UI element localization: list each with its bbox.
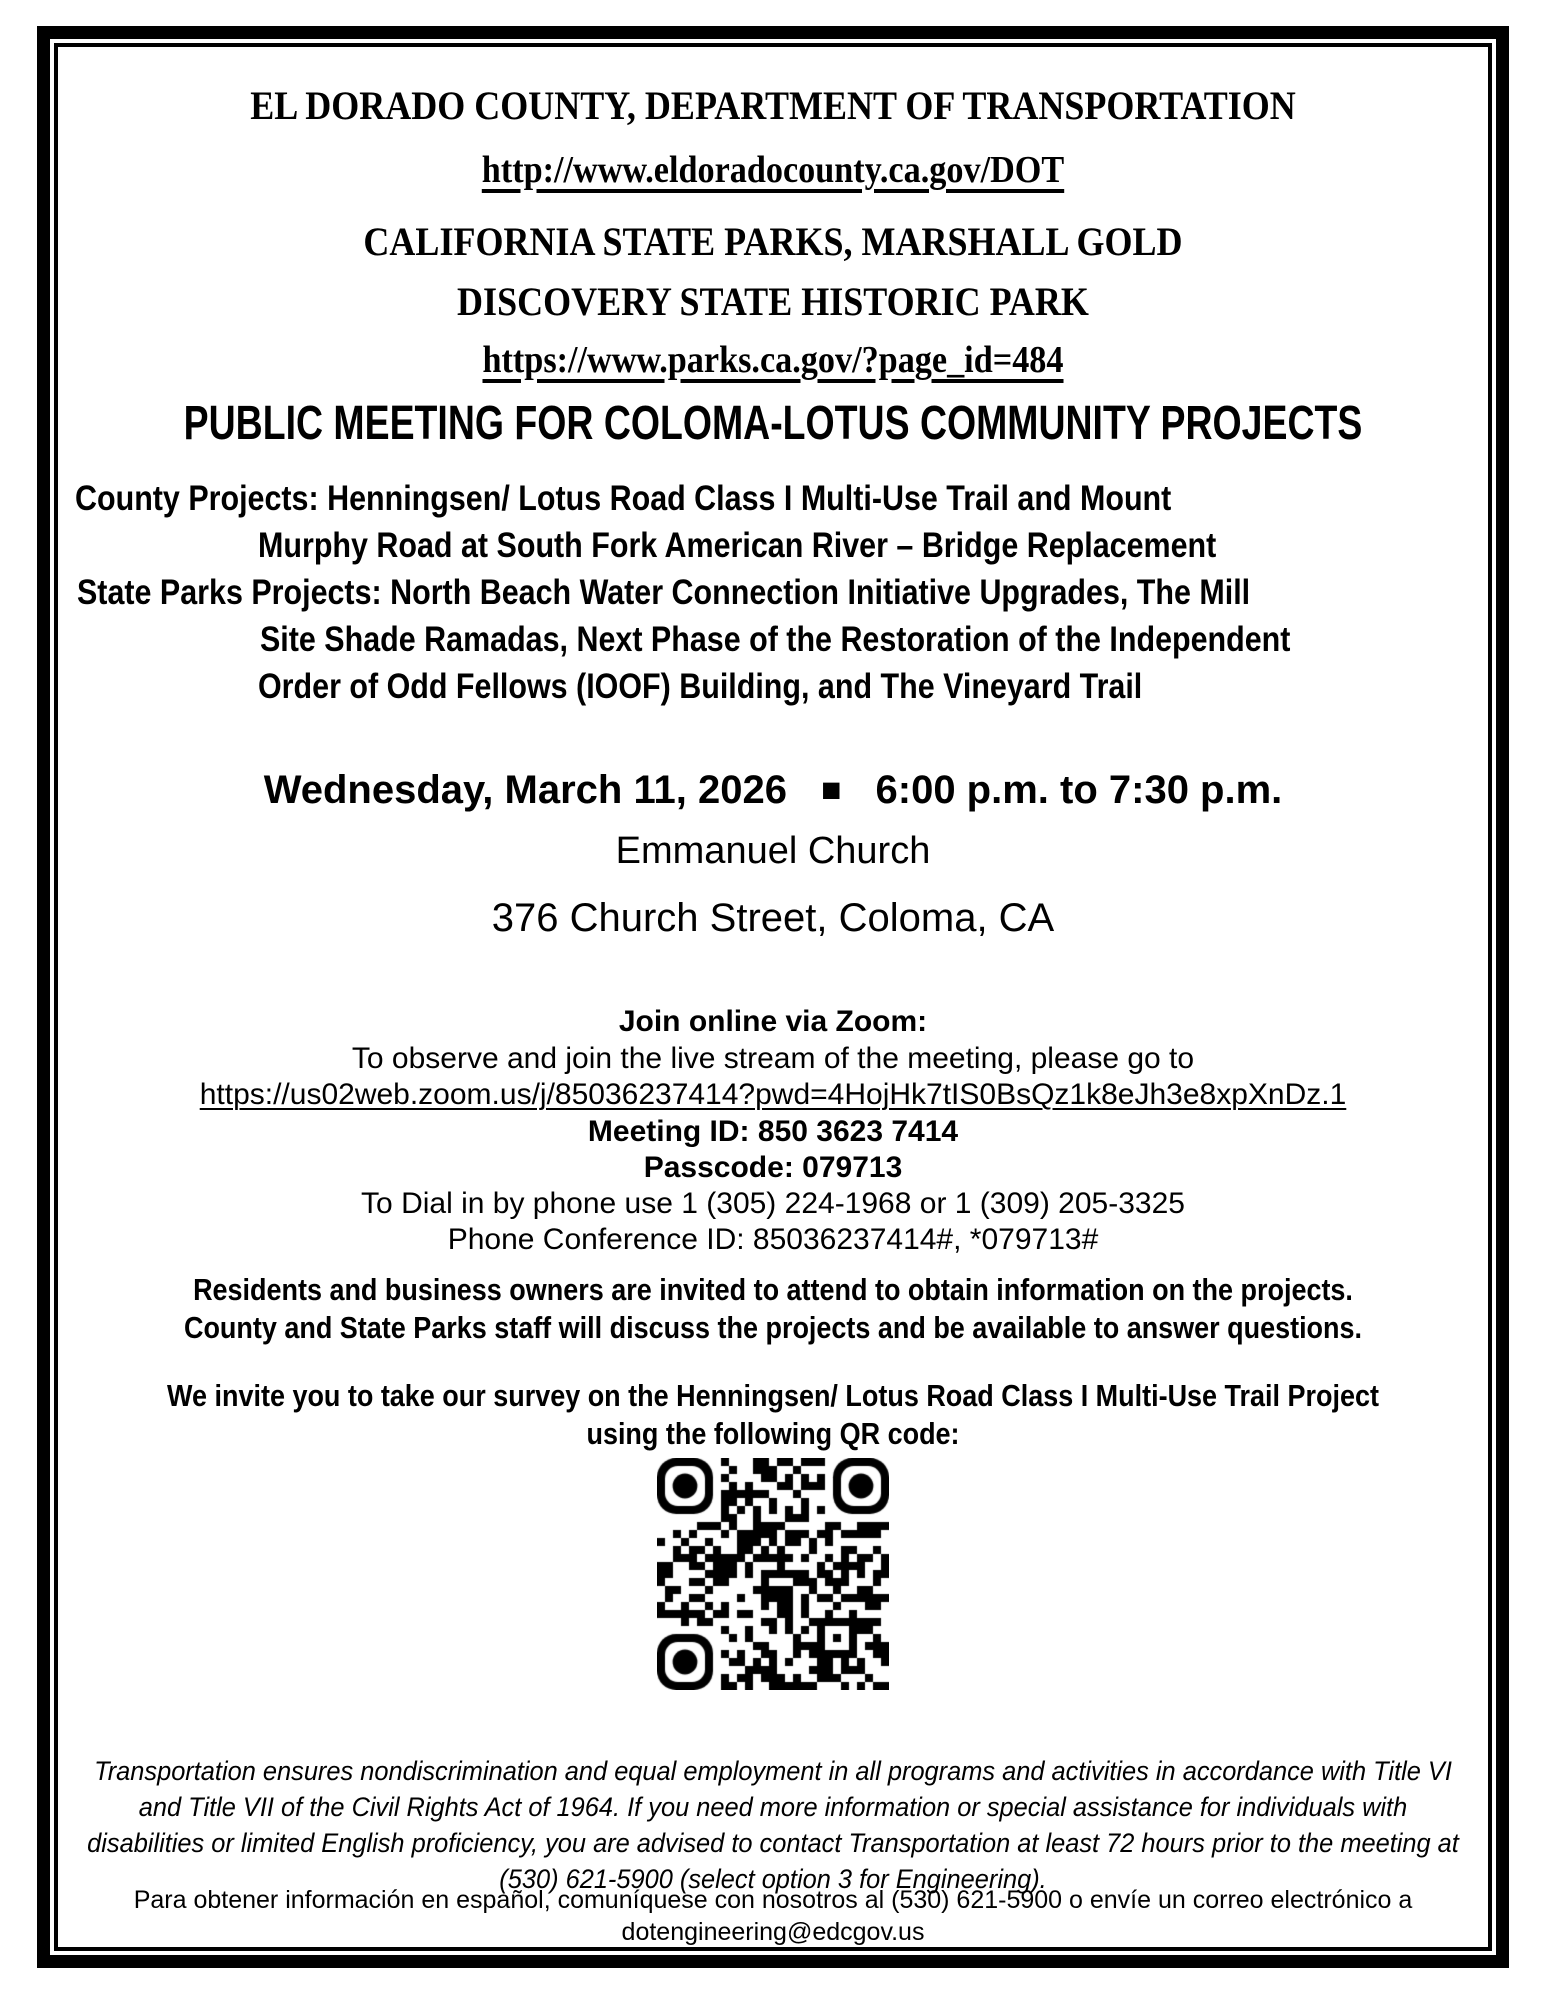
- invitation-line2: County and State Parks staff will discuss the projects and be available to answer questions.: [183, 1310, 1363, 1345]
- survey-qr-code: [657, 1458, 889, 1690]
- zoom-instruction: To observe and join the live stream of the meeting, please go to: [351, 1042, 1195, 1075]
- zoom-dial-in: To Dial in by phone use 1 (305) 224-1968 or 1 (309) 205-3325: [361, 1187, 1185, 1220]
- county-projects-line1: County Projects: Henningsen/ Lotus Road Class I Multi-Use Trail and Mount: [75, 479, 1172, 518]
- state-parks-title-line2: DISCOVERY STATE HISTORIC PARK: [457, 279, 1089, 324]
- event-date-time: [0, 768, 1546, 813]
- dot-department-title: EL DORADO COUNTY, DEPARTMENT OF TRANSPORTATION: [250, 83, 1296, 128]
- state-parks-projects-line2: Site Shade Ramadas, Next Phase of the Restoration of the Independent: [260, 620, 1291, 659]
- square-bullet-icon: ■: [820, 771, 842, 809]
- survey-invitation-line1: We invite you to take our survey on the Henningsen/ Lotus Road Class I Multi-Use Trail Project: [167, 1378, 1379, 1413]
- county-projects-line2: Murphy Road at South Fork American River – Bridge Replacement: [258, 526, 1217, 565]
- zoom-link-line: [0, 1078, 1546, 1112]
- zoom-passcode: Passcode: 079713: [643, 1151, 903, 1184]
- disclaimer-line3: disabilities or limited English proficiency, you are advised to contact Transportation at least 72 hours prior to the meeting at: [87, 1828, 1459, 1858]
- page-title: PUBLIC MEETING FOR COLOMA-LOTUS COMMUNITY PROJECTS: [183, 397, 1363, 450]
- invitation-line1: Residents and business owners are invited to attend to obtain information on the projects.: [193, 1272, 1353, 1307]
- disclaimer-line4: (530) 621-5900 (select option 3 for Engineering).: [499, 1864, 1047, 1894]
- event-venue: Emmanuel Church: [615, 830, 931, 872]
- parks-url-link[interactable]: https://www.parks.ca.gov/?page_id=484: [482, 339, 1064, 381]
- zoom-meeting-id: Meeting ID: 850 3623 7414: [587, 1115, 959, 1148]
- state-parks-projects-line3: Order of Odd Fellows (IOOF) Building, and The Vineyard Trail: [258, 667, 1143, 706]
- spanish-info-line2: dotengineering@edcgov.us: [621, 1918, 925, 1946]
- disclaimer-line2: and Title VII of the Civil Rights Act of 1964. If you need more information or special assistance for individuals with: [138, 1792, 1408, 1822]
- zoom-meeting-link[interactable]: https://us02web.zoom.us/j/85036237414?pwd=4HojHk7tIS0BsQz1k8eJh3e8xpXnDz.1: [199, 1078, 1347, 1111]
- state-parks-projects-line1: State Parks Projects: North Beach Water Connection Initiative Upgrades, The Mill: [77, 573, 1251, 612]
- event-date: Wednesday, March 11, 2026: [263, 768, 787, 812]
- zoom-conference-id: Phone Conference ID: 85036237414#, *079713#: [447, 1223, 1099, 1256]
- spanish-info-line1: Para obtener información en español, comuníquese con nosotros al (530) 621-5900 o envíe un correo electrónico a: [133, 1886, 1413, 1914]
- state-parks-title-line1: CALIFORNIA STATE PARKS, MARSHALL GOLD: [363, 219, 1183, 264]
- parks-url-line: [77, 338, 1468, 382]
- dot-url-line: [77, 148, 1468, 192]
- dot-url-link[interactable]: http://www.eldoradocounty.ca.gov/DOT: [481, 149, 1065, 191]
- qr-code-container: [0, 1458, 1546, 1695]
- survey-invitation-line2: using the following QR code:: [586, 1416, 960, 1451]
- event-time: 6:00 p.m. to 7:30 p.m.: [875, 768, 1283, 812]
- disclaimer-line1: Transportation ensures nondiscrimination and equal employment in all programs and activities in accordance with Title VI: [94, 1756, 1452, 1786]
- zoom-heading: Join online via Zoom:: [618, 1005, 928, 1038]
- event-address: 376 Church Street, Coloma, CA: [491, 896, 1055, 940]
